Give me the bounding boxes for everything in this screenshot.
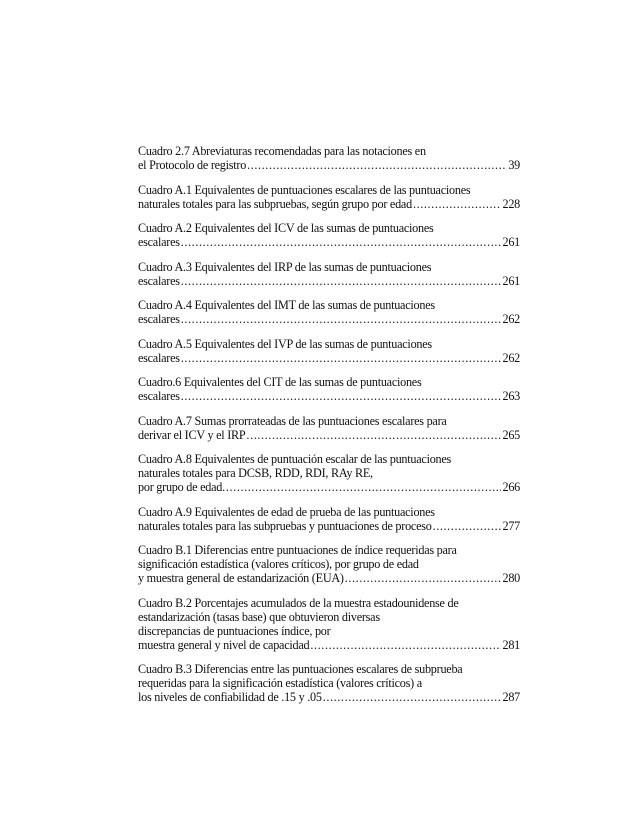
dot-leader <box>310 638 501 652</box>
dot-leader <box>181 235 502 249</box>
toc-entry-text: naturales totales para las subpruebas y puntuaciones de proceso <box>138 518 432 533</box>
toc-entry-last-line <box>138 428 520 442</box>
toc-entry-text: estandarización (tasas base) que obtuvieron diversas <box>138 609 380 624</box>
page-number: 262 <box>502 350 520 365</box>
toc-entry-text: escalares <box>138 312 180 326</box>
toc-entry-text: discrepancias de puntuaciones índice, por <box>138 623 331 638</box>
toc-entry-text: Cuadro A.3 Equivalentes del IRP de las sumas de puntuaciones <box>138 259 432 274</box>
toc-entry-text: Cuadro A.4 Equivalentes del IMT de las sumas de puntuaciones <box>138 298 435 312</box>
toc-entry-last-line <box>138 274 520 288</box>
toc-entry-last-line <box>138 158 520 172</box>
dot-leader <box>246 428 501 442</box>
toc-entry <box>138 298 520 326</box>
toc-entry <box>138 452 520 494</box>
toc-entry-text: escalares <box>138 273 180 288</box>
toc-entry <box>138 596 520 652</box>
dot-leader <box>181 312 502 326</box>
toc-entry <box>138 337 520 365</box>
toc-entry <box>138 375 520 403</box>
page-number: 263 <box>502 389 520 403</box>
page-number: 266 <box>502 480 520 494</box>
page-number: 261 <box>502 235 520 249</box>
toc-entry-text: naturales totales para DCSB, RDD, RDI, RAy RE, <box>138 466 373 480</box>
toc-entry-text: Cuadro.6 Equivalentes del CIT de las sumas de puntuaciones <box>138 375 422 389</box>
toc-entry-text: Cuadro A.2 Equivalentes del ICV de las sumas de puntuaciones <box>138 221 434 235</box>
toc-entry-text: Cuadro A.5 Equivalentes del IVP de las sumas de puntuaciones <box>138 336 432 351</box>
page-number: 287 <box>502 690 520 704</box>
page-number: 280 <box>502 571 520 585</box>
page-number: 277 <box>502 518 520 533</box>
toc-entry-text: por grupo de edad. <box>138 480 225 494</box>
toc-entry-last-line <box>138 197 520 211</box>
toc-entry-last-line <box>138 571 520 585</box>
toc-entry-text: y muestra general de estandarización (EUA) <box>138 571 344 585</box>
toc-entry-last-line <box>138 351 520 365</box>
toc-entry-last-line <box>138 519 520 533</box>
table-of-contents <box>138 144 520 715</box>
toc-entry-last-line <box>138 690 520 704</box>
dot-leader <box>413 197 502 211</box>
toc-entry-text: requeridas para la significación estadística (valores críticos) a <box>138 676 422 690</box>
toc-entry-text: Cuadro B.1 Diferencias entre puntuaciones de índice requeridas para <box>138 543 457 557</box>
dot-leader <box>181 351 502 365</box>
toc-entry <box>138 662 520 704</box>
toc-entry-text: Cuadro B.2 Porcentajes acumulados de la muestra estadounidense de <box>138 595 459 610</box>
toc-entry <box>138 414 520 442</box>
dot-leader <box>226 480 502 494</box>
toc-entry-last-line <box>138 312 520 326</box>
dot-leader <box>181 389 502 403</box>
toc-entry-text: muestra general y nivel de capacidad <box>138 637 310 652</box>
toc-entry-text: Cuadro A.9 Equivalentes de edad de prueba de las puntuaciones <box>138 504 435 519</box>
toc-entry-text: Cuadro A.8 Equivalentes de puntuación escalar de las puntuaciones <box>138 452 452 466</box>
toc-entry-text: escalares <box>138 389 180 403</box>
toc-entry-text: significación estadística (valores críticos), por grupo de edad <box>138 557 419 571</box>
toc-entry-text: Cuadro A.7 Sumas prorrateadas de las puntuaciones escalares para <box>138 413 447 428</box>
toc-entry-last-line <box>138 638 520 652</box>
toc-entry-text: escalares <box>138 235 180 249</box>
page-number: 39 <box>508 158 520 172</box>
toc-entry-text: naturales totales para las subpruebas, según grupo por edad <box>138 196 412 211</box>
toc-entry-text: Cuadro B.3 Diferencias entre las puntuaciones escalares de subprueba <box>138 662 463 676</box>
dot-leader <box>181 274 502 288</box>
page-number: 228 <box>502 196 520 211</box>
toc-entry-last-line <box>138 235 520 249</box>
toc-entry <box>138 505 520 533</box>
toc-entry-text: el Protocolo de registro <box>138 158 247 172</box>
dot-leader <box>433 519 502 533</box>
page-number: 281 <box>502 637 520 652</box>
toc-entry <box>138 260 520 288</box>
toc-entry <box>138 144 520 172</box>
toc-entry-text: Cuadro A.1 Equivalentes de puntuaciones escalares de las puntuaciones <box>138 182 471 197</box>
toc-entry-last-line <box>138 389 520 403</box>
page-number: 262 <box>502 312 520 326</box>
toc-entry-last-line <box>138 480 520 494</box>
dot-leader <box>345 571 502 585</box>
page-number: 265 <box>502 427 520 442</box>
toc-entry-text: Cuadro 2.7 Abreviaturas recomendadas para las notaciones en <box>138 144 426 158</box>
dot-leader <box>247 158 507 172</box>
toc-entry-text: los niveles de confiabilidad de .15 y .05 <box>138 690 322 704</box>
toc-entry-text: escalares <box>138 350 180 365</box>
dot-leader <box>323 690 502 704</box>
page-number: 261 <box>502 273 520 288</box>
toc-entry <box>138 183 520 211</box>
toc-entry-text: derivar el ICV y el IRP <box>138 427 246 442</box>
toc-entry <box>138 543 520 585</box>
toc-entry <box>138 221 520 249</box>
